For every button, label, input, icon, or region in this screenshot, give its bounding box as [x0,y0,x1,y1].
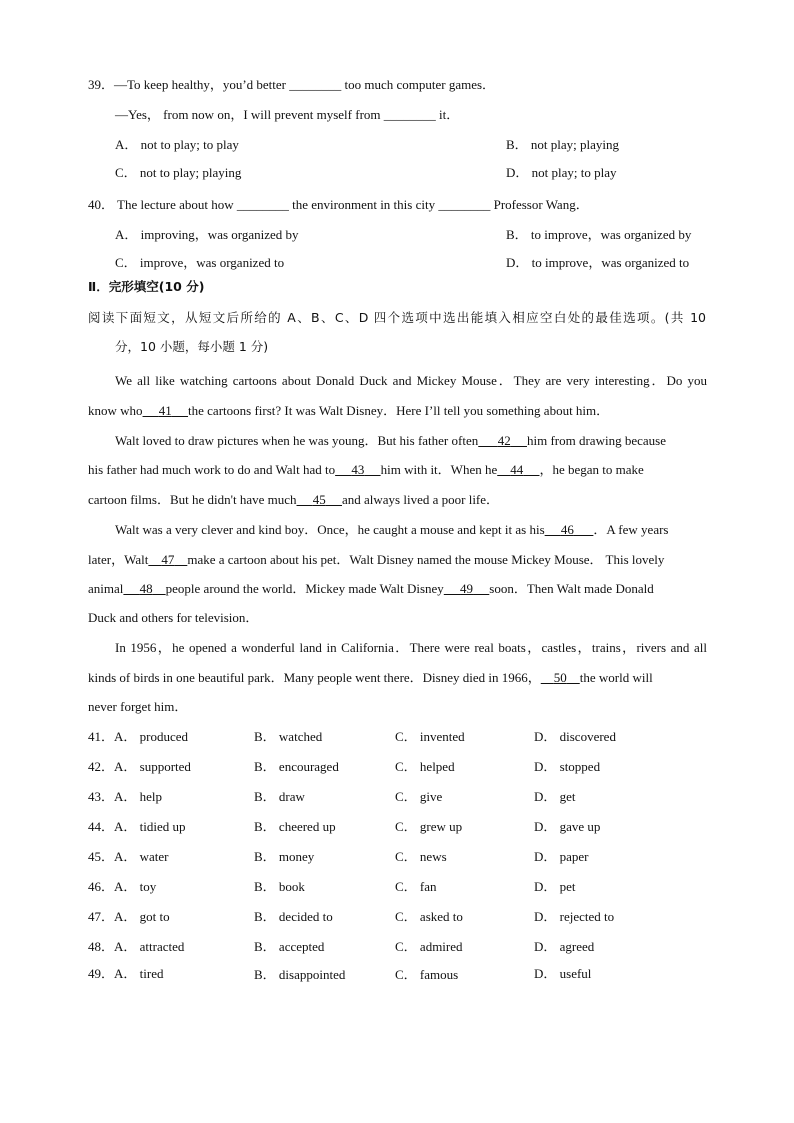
q44-option-c[interactable]: C． grew up [395,819,463,834]
section-title: Ⅱ．完形填空(10 分) [88,279,205,294]
blank-number: 47 [161,552,175,567]
passage-text: later，Walt [88,552,149,567]
section-instruction-2: 分，10 小题，每小题 1 分) [115,339,269,354]
q48-option-d[interactable]: D． agreed [534,939,595,954]
q41-option-b[interactable]: B． watched [254,729,323,744]
passage-p2-line1 [115,433,666,449]
blank-number: 43 [351,462,365,477]
passage-p3-line3 [88,581,654,597]
blank-49 [444,581,490,596]
q42-option-a[interactable]: 42．A． supported [88,759,191,774]
q49-option-d[interactable]: D． useful [534,966,592,981]
blank-number: 44 [510,462,524,477]
section-instruction-1: 阅读下面短文，从短文后所给的 A、B、C、D 四个选项中选出能填入相应空白处的最佳选项。(共 10 [88,310,706,325]
passage-p3-line2 [88,552,664,568]
q39-option-b[interactable]: B． not play; playing [506,137,620,152]
passage-p1-line1: We all like watching cartoons about Donald Duck and Mickey Mouse．They are very interesting．Do you [115,373,707,388]
q45-option-b[interactable]: B． money [254,849,315,864]
passage-text: cartoon films．But he didn't have much [88,492,297,507]
q42-option-c[interactable]: C． helped [395,759,455,774]
q49-option-a[interactable]: 49．A． tired [88,966,164,981]
q45-option-a[interactable]: 45．A． water [88,849,169,864]
passage-p3-line1 [115,522,668,538]
passage-text: him with it．When he [380,462,498,477]
blank-number: 41 [158,403,172,418]
q40-option-d[interactable]: D． to improve，was organized to [506,255,690,270]
q41-option-d[interactable]: D． discovered [534,729,616,744]
blank-46 [545,522,594,537]
q40-option-c[interactable]: C． improve，was organized to [115,255,285,270]
q48-option-c[interactable]: C． admired [395,939,463,954]
q43-option-d[interactable]: D． get [534,789,576,804]
passage-text: Walt was a very clever and kind boy．Once，he caught a mouse and kept it as his [115,522,545,537]
blank-number: 45 [312,492,326,507]
passage-p4-line2 [88,670,653,686]
passage-p3-line4: Duck and others for television． [88,610,259,625]
q47-option-d[interactable]: D． rejected to [534,909,615,924]
passage-p4-line1: In 1956，he opened a wonderful land in California．There were real boats，castles，trains，rivers and all [115,640,707,655]
q40-option-a[interactable]: A． improving，was organized by [115,227,299,242]
q48-option-a[interactable]: 48．A． attracted [88,939,185,954]
q47-option-b[interactable]: B． decided to [254,909,333,924]
blank-47 [148,552,187,567]
q39-option-c[interactable]: C． not to play; playing [115,165,242,180]
q43-option-a[interactable]: 43．A． help [88,789,163,804]
passage-text: him from drawing because [526,433,666,448]
q49-option-b[interactable]: B． disappointed [254,967,346,982]
q40-stem: 40． The lecture about how ________ the environment in this city ________ Professor Wang． [88,197,589,212]
passage-text: kinds of birds in one beautiful park．Many people went there．Disney died in 1966， [88,670,541,685]
passage-text: make a cartoon about his pet．Walt Disney named the mouse Mickey Mouse． This lovely [187,552,665,567]
q45-option-c[interactable]: C． news [395,849,447,864]
q39-stem: 39．—To keep healthy，you’d better ________ too much computer games． [88,77,496,92]
passage-text: animal [88,581,124,596]
q42-option-b[interactable]: B． encouraged [254,759,339,774]
blank-50 [541,670,580,685]
blank-48 [123,581,165,596]
blank-43 [335,462,381,477]
q40-option-b[interactable]: B． to improve，was organized by [506,227,692,242]
blank-number: 46 [560,522,574,537]
q46-option-c[interactable]: C． fan [395,879,437,894]
passage-text: ．A few years [593,522,669,537]
q46-option-d[interactable]: D． pet [534,879,576,894]
passage-text: his father had much work to do and Walt had to [88,462,336,477]
q39-option-a[interactable]: A． not to play; to play [115,137,239,152]
blank-number: 42 [497,433,511,448]
q41-option-c[interactable]: C． invented [395,729,465,744]
blank-41 [143,403,189,418]
passage-p2-line3 [88,492,499,508]
passage-text: the cartoons first? It was Walt Disney．Here I’ll tell you something about him． [188,403,610,418]
passage-text: the world will [579,670,653,685]
passage-text: and always lived a poor life． [342,492,500,507]
q39-option-d[interactable]: D． not play; to play [506,165,617,180]
passage-text: Walt loved to draw pictures when he was young．But his father often [115,433,479,448]
q44-option-a[interactable]: 44．A． tidied up [88,819,186,834]
q42-option-d[interactable]: D． stopped [534,759,601,774]
q46-option-a[interactable]: 46．A． toy [88,879,157,894]
passage-p2-line2 [88,462,644,478]
q39-stem-reply: —Yes， from now on，I will prevent myself from ________ it． [115,107,460,122]
passage-p4-line3: never forget him． [88,699,188,714]
q47-option-a[interactable]: 47．A． got to [88,909,170,924]
passage-p1-line2 [88,403,609,419]
passage-text: know who [88,403,143,418]
passage-text: ，he began to make [539,462,644,477]
q49-option-c[interactable]: C． famous [395,967,459,982]
blank-44 [497,462,539,477]
passage-text: soon．Then Walt made Donald [489,581,654,596]
q46-option-b[interactable]: B． book [254,879,305,894]
q44-option-d[interactable]: D． gave up [534,819,601,834]
blank-42 [478,433,527,448]
q48-option-b[interactable]: B． accepted [254,939,325,954]
blank-number: 49 [460,581,474,596]
blank-number: 48 [139,581,153,596]
passage-text: people around the world．Mickey made Walt Disney [165,581,444,596]
q47-option-c[interactable]: C． asked to [395,909,463,924]
q45-option-d[interactable]: D． paper [534,849,589,864]
blank-45 [297,492,343,507]
q43-option-b[interactable]: B． draw [254,789,305,804]
q41-option-a[interactable]: 41．A． produced [88,729,189,744]
blank-number: 50 [553,670,567,685]
q43-option-c[interactable]: C． give [395,789,443,804]
q44-option-b[interactable]: B． cheered up [254,819,336,834]
